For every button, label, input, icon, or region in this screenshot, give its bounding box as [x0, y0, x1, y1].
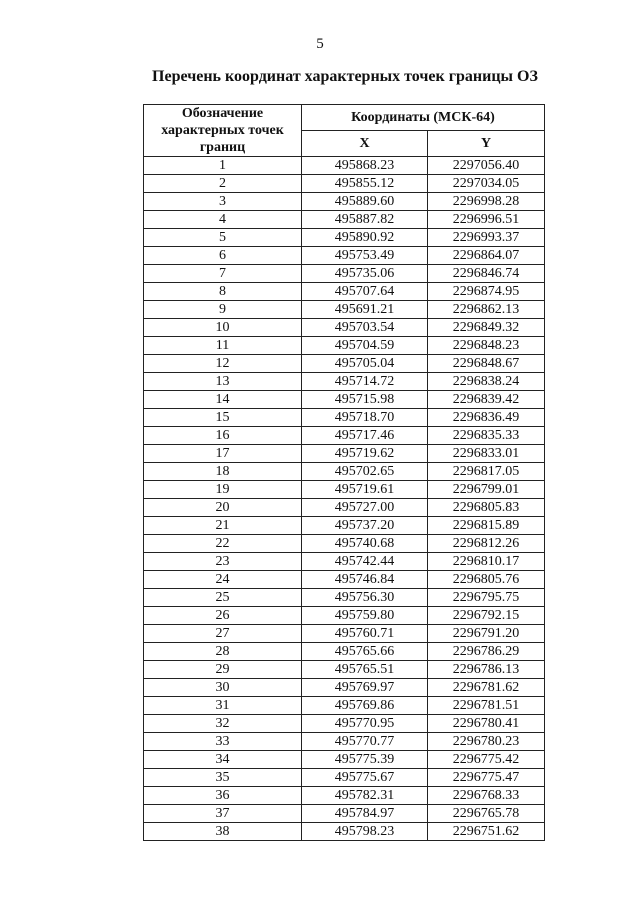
- point-designation-header-line1: Обозначение: [181, 106, 264, 121]
- table-row: [144, 193, 545, 211]
- point-number-cell: 37: [144, 805, 302, 823]
- y-coordinate-cell: 2296849.32: [428, 319, 545, 337]
- x-coordinate-cell: 495759.80: [302, 607, 428, 625]
- x-coordinate-cell: 495798.23: [302, 823, 428, 841]
- x-coordinate-cell: 495715.98: [302, 391, 428, 409]
- y-coordinate-cell: 2296839.42: [428, 391, 545, 409]
- coordinates-table: [143, 104, 545, 841]
- y-coordinate-cell: 2296775.42: [428, 751, 545, 769]
- table-row: [144, 373, 545, 391]
- point-designation-header-line2: характерных точек: [161, 123, 284, 138]
- point-number-cell: 15: [144, 409, 302, 427]
- x-coordinate-cell: 495868.23: [302, 157, 428, 175]
- x-coordinate-cell: 495719.61: [302, 481, 428, 499]
- y-coordinate-cell: 2296781.62: [428, 679, 545, 697]
- y-coordinate-cell: 2296786.29: [428, 643, 545, 661]
- table-row: [144, 643, 545, 661]
- coordinates-system-header: Координаты (МСК-64): [302, 105, 545, 131]
- table-row: [144, 427, 545, 445]
- point-number-cell: 31: [144, 697, 302, 715]
- point-number-cell: 3: [144, 193, 302, 211]
- x-coordinate-cell: 495887.82: [302, 211, 428, 229]
- point-number-cell: 22: [144, 535, 302, 553]
- table-row: [144, 535, 545, 553]
- x-coordinate-cell: 495737.20: [302, 517, 428, 535]
- table-row: [144, 679, 545, 697]
- y-coordinate-cell: 2296786.13: [428, 661, 545, 679]
- point-number-cell: 10: [144, 319, 302, 337]
- y-coordinate-cell: 2296781.51: [428, 697, 545, 715]
- y-coordinate-cell: 2296817.05: [428, 463, 545, 481]
- point-number-cell: 36: [144, 787, 302, 805]
- y-column-header: Y: [428, 131, 545, 157]
- point-number-cell: 38: [144, 823, 302, 841]
- y-coordinate-cell: 2296835.33: [428, 427, 545, 445]
- table-row: [144, 409, 545, 427]
- point-number-cell: 19: [144, 481, 302, 499]
- point-number-cell: 2: [144, 175, 302, 193]
- point-number-cell: 21: [144, 517, 302, 535]
- y-coordinate-cell: 2296864.07: [428, 247, 545, 265]
- point-number-cell: 25: [144, 589, 302, 607]
- point-number-cell: 33: [144, 733, 302, 751]
- x-coordinate-cell: 495753.49: [302, 247, 428, 265]
- point-number-cell: 23: [144, 553, 302, 571]
- x-coordinate-cell: 495704.59: [302, 337, 428, 355]
- table-row: [144, 481, 545, 499]
- table-row: [144, 229, 545, 247]
- table-row: [144, 697, 545, 715]
- y-coordinate-cell: 2296792.15: [428, 607, 545, 625]
- point-number-cell: 4: [144, 211, 302, 229]
- y-coordinate-cell: 2296751.62: [428, 823, 545, 841]
- table-row: [144, 463, 545, 481]
- table-row: [144, 607, 545, 625]
- x-coordinate-cell: 495889.60: [302, 193, 428, 211]
- point-number-cell: 1: [144, 157, 302, 175]
- point-number-cell: 28: [144, 643, 302, 661]
- point-designation-header: [144, 105, 302, 157]
- table-row: [144, 625, 545, 643]
- point-number-cell: 11: [144, 337, 302, 355]
- table-row: [144, 355, 545, 373]
- y-coordinate-cell: 2296836.49: [428, 409, 545, 427]
- x-coordinate-cell: 495775.67: [302, 769, 428, 787]
- y-coordinate-cell: 2296862.13: [428, 301, 545, 319]
- table-row: [144, 715, 545, 733]
- table-row: [144, 571, 545, 589]
- x-coordinate-cell: 495890.92: [302, 229, 428, 247]
- x-coordinate-cell: 495717.46: [302, 427, 428, 445]
- y-coordinate-cell: 2297056.40: [428, 157, 545, 175]
- table-row: [144, 445, 545, 463]
- x-coordinate-cell: 495742.44: [302, 553, 428, 571]
- x-coordinate-cell: 495782.31: [302, 787, 428, 805]
- x-coordinate-cell: 495703.54: [302, 319, 428, 337]
- table-row: [144, 391, 545, 409]
- table-row: [144, 553, 545, 571]
- y-coordinate-cell: 2296805.83: [428, 499, 545, 517]
- x-coordinate-cell: 495718.70: [302, 409, 428, 427]
- table-row: [144, 517, 545, 535]
- x-coordinate-cell: 495740.68: [302, 535, 428, 553]
- point-number-cell: 26: [144, 607, 302, 625]
- table-row: [144, 751, 545, 769]
- x-coordinate-cell: 495705.04: [302, 355, 428, 373]
- y-coordinate-cell: 2296812.26: [428, 535, 545, 553]
- table-row: [144, 283, 545, 301]
- x-coordinate-cell: 495691.21: [302, 301, 428, 319]
- y-coordinate-cell: 2297034.05: [428, 175, 545, 193]
- y-coordinate-cell: 2296780.41: [428, 715, 545, 733]
- point-number-cell: 12: [144, 355, 302, 373]
- y-coordinate-cell: 2296993.37: [428, 229, 545, 247]
- x-coordinate-cell: 495756.30: [302, 589, 428, 607]
- table-header: [144, 105, 545, 157]
- x-coordinate-cell: 495746.84: [302, 571, 428, 589]
- y-coordinate-cell: 2296780.23: [428, 733, 545, 751]
- document-title: Перечень координат характерных точек границы ОЗ: [152, 68, 538, 85]
- point-number-cell: 7: [144, 265, 302, 283]
- table-body: [144, 157, 545, 841]
- x-coordinate-cell: 495855.12: [302, 175, 428, 193]
- table-row: [144, 265, 545, 283]
- y-coordinate-cell: 2296768.33: [428, 787, 545, 805]
- point-number-cell: 29: [144, 661, 302, 679]
- point-number-cell: 13: [144, 373, 302, 391]
- point-number-cell: 35: [144, 769, 302, 787]
- table-row: [144, 337, 545, 355]
- x-coordinate-cell: 495727.00: [302, 499, 428, 517]
- table-row: [144, 661, 545, 679]
- y-coordinate-cell: 2296810.17: [428, 553, 545, 571]
- point-number-cell: 8: [144, 283, 302, 301]
- x-coordinate-cell: 495735.06: [302, 265, 428, 283]
- y-coordinate-cell: 2296799.01: [428, 481, 545, 499]
- x-coordinate-cell: 495770.95: [302, 715, 428, 733]
- y-coordinate-cell: 2296805.76: [428, 571, 545, 589]
- point-number-cell: 20: [144, 499, 302, 517]
- x-coordinate-cell: 495770.77: [302, 733, 428, 751]
- table-row: [144, 175, 545, 193]
- x-coordinate-cell: 495769.97: [302, 679, 428, 697]
- point-number-cell: 30: [144, 679, 302, 697]
- y-coordinate-cell: 2296874.95: [428, 283, 545, 301]
- y-coordinate-cell: 2296998.28: [428, 193, 545, 211]
- point-number-cell: 24: [144, 571, 302, 589]
- x-column-header: X: [302, 131, 428, 157]
- x-coordinate-cell: 495760.71: [302, 625, 428, 643]
- point-number-cell: 32: [144, 715, 302, 733]
- point-number-cell: 18: [144, 463, 302, 481]
- y-coordinate-cell: 2296775.47: [428, 769, 545, 787]
- x-coordinate-cell: 495714.72: [302, 373, 428, 391]
- point-number-cell: 5: [144, 229, 302, 247]
- page-number: 5: [316, 36, 324, 52]
- point-designation-header-line3: границ: [199, 140, 246, 155]
- y-coordinate-cell: 2296765.78: [428, 805, 545, 823]
- point-number-cell: 27: [144, 625, 302, 643]
- table-row: [144, 589, 545, 607]
- table-row: [144, 787, 545, 805]
- y-coordinate-cell: 2296996.51: [428, 211, 545, 229]
- table-row: [144, 157, 545, 175]
- y-coordinate-cell: 2296791.20: [428, 625, 545, 643]
- table-row: [144, 769, 545, 787]
- y-coordinate-cell: 2296815.89: [428, 517, 545, 535]
- x-coordinate-cell: 495719.62: [302, 445, 428, 463]
- table-row: [144, 301, 545, 319]
- x-coordinate-cell: 495707.64: [302, 283, 428, 301]
- y-coordinate-cell: 2296795.75: [428, 589, 545, 607]
- point-number-cell: 14: [144, 391, 302, 409]
- x-coordinate-cell: 495784.97: [302, 805, 428, 823]
- point-number-cell: 17: [144, 445, 302, 463]
- x-coordinate-cell: 495765.51: [302, 661, 428, 679]
- table-row: [144, 499, 545, 517]
- table-row: [144, 733, 545, 751]
- table-row: [144, 823, 545, 841]
- x-coordinate-cell: 495702.65: [302, 463, 428, 481]
- table-row: [144, 211, 545, 229]
- y-coordinate-cell: 2296833.01: [428, 445, 545, 463]
- y-coordinate-cell: 2296838.24: [428, 373, 545, 391]
- y-coordinate-cell: 2296846.74: [428, 265, 545, 283]
- x-coordinate-cell: 495765.66: [302, 643, 428, 661]
- y-coordinate-cell: 2296848.67: [428, 355, 545, 373]
- table-row: [144, 319, 545, 337]
- point-number-cell: 16: [144, 427, 302, 445]
- table-row: [144, 247, 545, 265]
- table-row: [144, 805, 545, 823]
- x-coordinate-cell: 495775.39: [302, 751, 428, 769]
- y-coordinate-cell: 2296848.23: [428, 337, 545, 355]
- x-coordinate-cell: 495769.86: [302, 697, 428, 715]
- point-number-cell: 6: [144, 247, 302, 265]
- point-number-cell: 34: [144, 751, 302, 769]
- point-number-cell: 9: [144, 301, 302, 319]
